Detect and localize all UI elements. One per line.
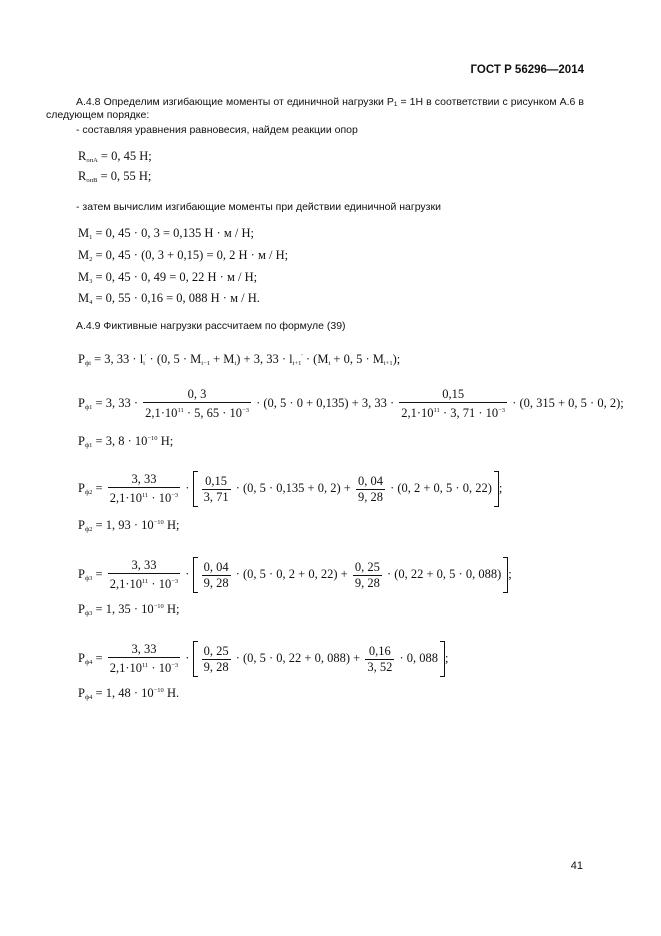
formula-general: $P_{фi} = 3$, $33 \cdot l_i' \cdot (0$, $5 \cdot M_{i-1} + M_i) + 3$, $33 \cdot l_{i+1}' \cdot (M_i + 0$, $5 \cdot M_{i+1}$); [78,352,401,367]
paragraph-a48: А.4.8 Определим изгибающие моменты от единичной нагрузки Р₁ = 1Н в соответствии с рисунком А.6 в следующем порядке: [46,96,584,121]
fraction: $\frac{3, 33}{2,1\cdot 10^{11} \cdot 10^{-3}}$ [109,558,179,591]
fraction: $\frac{3, 33}{2,1\cdot 10^{11} \cdot 10^{-3}}$ [109,472,179,505]
fraction: $\frac{0,15}{2,1\cdot 10^{11} \cdot 3, 71 \cdot 10^{-3}}$ [401,387,506,420]
fraction: $\frac{0,16}{3, 52}$ [367,643,393,674]
formula-moment-3: $M_3 = 0$, 45 · 0, 49 = 0, 22 Н · м / Н; [78,270,258,285]
fraction: $\frac{0, 04}{9, 28}$ [203,559,229,590]
document-id: ГОСТ Р 56296—2014 [470,64,584,76]
bullet-moments: - затем вычислим изгибающие моменты при действии единичной нагрузки [76,201,441,213]
formula-p1: $P_{ф1} = 3$, 33 · $\frac{0, 3}{2,1\cdot 10^{11} \cdot 5, 65 \cdot 10^{-3}}$ · (0, 5 · 0 + 0,135) + 3, 33 · $\frac{0,15}{2,1\cdot 10^{11} \cdot 3, 71 \cdot 10^{-3}}$ · (0, 315 + 0, 5 · 0, 2); [78,387,624,420]
fraction: $\frac{0, 3}{2,1\cdot 10^{11} \cdot 5, 65 \cdot 10^{-3}}$ [145,387,249,420]
fraction: $\frac{0,15}{3, 71}$ [203,473,229,504]
formula-moment-1: $M_1 = 0$, 45 · 0, 3 = 0,135 Н · м / Н; [78,226,254,241]
formula-moment-2: $M_2 = 0$, 45 · (0, 3 + 0,15) = 0, 2 Н · м / Н; [78,248,289,263]
bracket-left [193,641,198,677]
formula-p3: $P_{ф3}$ = $\frac{3, 33}{2,1\cdot 10^{11} \cdot 10^{-3}}$ · $\frac{0, 04}{9, 28}$ · (0, 5 · 0, 2 + 0, 22) + $\frac{0, 25}{9, 28}$ · (0, 22 + 0, 5 · 0, 088) ; [78,558,512,591]
fraction: $\frac{0, 04}{9, 28}$ [357,473,383,504]
formula-p4: $P_{ф4}$ = $\frac{3, 33}{2,1\cdot 10^{11} \cdot 10^{-3}}$ · $\frac{0, 25}{9, 28}$ · (0, 5 · 0, 22 + 0, 088) + $\frac{0,16}{3, 52}$ · 0, 088 ; [78,642,449,675]
page-number: 41 [570,860,583,872]
fraction: $\frac{0, 25}{9, 28}$ [203,643,229,674]
fraction: $\frac{3, 33}{2,1\cdot 10^{11} \cdot 10^{-3}}$ [109,642,179,675]
result-p3: $P_{ф3} = 1$, $35 \cdot 10^{-10}$ Н; [78,602,180,617]
result-p4: $P_{ф4} = 1$, $48 \cdot 10^{-10}$ Н. [78,686,180,701]
formula-reaction-a: $R_{опА} = 0$, 45 Н; [78,149,152,164]
formula-moment-4: $M_4 = 0$, 55 · 0,16 = 0, 088 Н · м / Н. [78,291,260,306]
bracket-left [193,471,198,507]
paragraph-a49: А.4.9 Фиктивные нагрузки рассчитаем по формуле (39) [76,320,346,332]
bracket-left [193,557,198,593]
result-p1: $P_{ф1} = 3$, $8 \cdot 10^{-10}$ Н; [78,434,174,449]
result-p2: $P_{ф2} = 1$, $93 \cdot 10^{-10}$ Н; [78,518,180,533]
bullet-reactions: - составляя уравнения равновесия, найдем реакции опор [76,124,358,136]
fraction: $\frac{0, 25}{9, 28}$ [354,559,380,590]
formula-reaction-b: $R_{опВ} = 0$, 55 Н; [78,169,152,184]
formula-p2: $P_{ф2}$ = $\frac{3, 33}{2,1\cdot 10^{11} \cdot 10^{-3}}$ · $\frac{0,15}{3, 71}$ · (0, 5 · 0,135 + 0, 2) + $\frac{0, 04}{9, 28}$ · (0, 2 + 0, 5 · 0, 22) ; [78,472,503,505]
